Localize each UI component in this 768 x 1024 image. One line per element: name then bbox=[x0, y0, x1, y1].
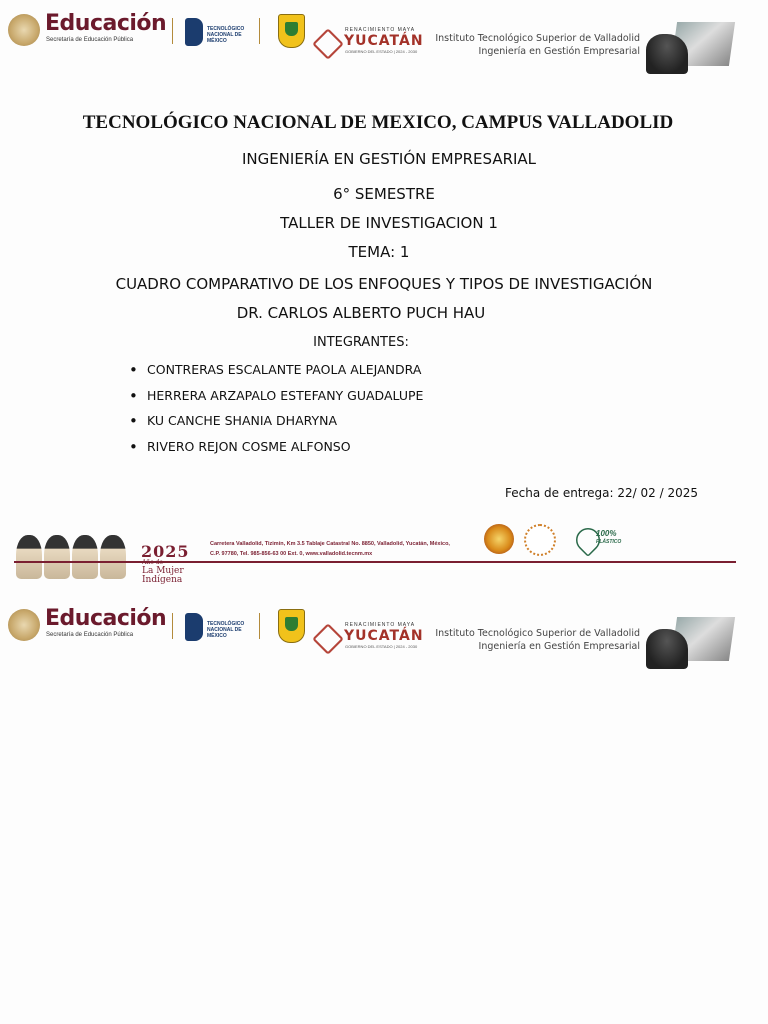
semester: 6° SEMESTRE bbox=[333, 185, 435, 203]
yucatan-mark-icon bbox=[312, 28, 344, 60]
yucatan-bottom: GOBIERNO DEL ESTADO | 2024 - 2030 bbox=[345, 644, 418, 649]
address-line1: Carretera Valladolid, Tizimín, Km 3.5 Tablaje Catastral No. 8850, Valladolid, Yucatán, México, bbox=[210, 541, 450, 547]
career: INGENIERÍA EN GESTIÓN EMPRESARIAL bbox=[241, 150, 537, 168]
page-title: TECNOLÓGICO NACIONAL DE MEXICO, CAMPUS VALLADOLID bbox=[82, 112, 674, 133]
year-sub-line3: Indígena bbox=[142, 575, 183, 585]
mexico-eagle-icon bbox=[8, 14, 40, 46]
institute-line1: Instituto Tecnológico Superior de Valladolid bbox=[435, 628, 640, 639]
edu-subtitle: Secretaría de Educación Pública bbox=[46, 37, 134, 43]
delivery-date: Fecha de entrega: 22/ 02 / 2025 bbox=[505, 486, 698, 500]
address bbox=[210, 539, 450, 559]
work-title: CUADRO COMPARATIVO DE LOS ENFOQUES Y TIPOS DE INVESTIGACIÓN bbox=[115, 275, 653, 293]
sep-logo bbox=[8, 606, 167, 643]
inclusion-seal-icon bbox=[524, 524, 556, 556]
subject: TALLER DE INVESTIGACION 1 bbox=[280, 214, 498, 232]
edu-title: Educación bbox=[45, 606, 167, 631]
institute-line2: Ingeniería en Gestión Empresarial bbox=[478, 46, 640, 57]
institute-line2: Ingeniería en Gestión Empresarial bbox=[478, 641, 640, 652]
yucatan-bottom: GOBIERNO DEL ESTADO | 2024 - 2030 bbox=[345, 49, 418, 54]
members-list bbox=[129, 360, 423, 462]
teacher: DR. CARLOS ALBERTO PUCH HAU bbox=[236, 304, 486, 322]
tecnm-logo bbox=[185, 613, 247, 641]
page-header bbox=[0, 595, 768, 665]
sep-logo bbox=[8, 11, 167, 48]
members-label: INTEGRANTES: bbox=[313, 335, 409, 350]
mexico-eagle-icon bbox=[8, 609, 40, 641]
year-label: 2025 bbox=[141, 542, 190, 561]
address-line2: C.P. 97780, Tel. 985-856-63 00 Ext. 0, www.valladolid.tecnm.mx bbox=[210, 551, 373, 557]
tecnm-text: TECNOLÓGICO NACIONAL DE MÉXICO bbox=[207, 26, 245, 44]
itsva-shield-icon bbox=[278, 14, 305, 48]
tecnm-logo bbox=[185, 18, 247, 46]
flag-woman-icon bbox=[646, 613, 734, 669]
yucatan-logo bbox=[312, 28, 422, 62]
list-item: • KU CANCHE SHANIA DHARYNA bbox=[129, 411, 423, 437]
yucatan-top: RENACIMIENTO MAYA bbox=[345, 622, 416, 628]
list-item: • HERRERA ARZAPALO ESTEFANY GUADALUPE bbox=[129, 386, 423, 412]
divider bbox=[172, 613, 173, 639]
page-footer bbox=[14, 529, 736, 585]
topic: TEMA: 1 bbox=[348, 243, 410, 261]
itsva-shield-icon bbox=[278, 609, 305, 643]
year-sub-line2: La Mujer bbox=[142, 566, 184, 576]
yucatan-name: YUCATÁN bbox=[344, 628, 424, 644]
yucatan-top: RENACIMIENTO MAYA bbox=[345, 27, 416, 33]
institute-line1: Instituto Tecnológico Superior de Valladolid bbox=[435, 33, 640, 44]
itsva-seal-icon bbox=[484, 524, 514, 554]
edu-title: Educación bbox=[45, 11, 167, 36]
plastic-free-label: PLÁSTICO bbox=[596, 539, 622, 545]
plastic-free-icon bbox=[572, 524, 626, 556]
page-header bbox=[0, 0, 768, 70]
tecnm-mark-icon bbox=[185, 18, 203, 46]
divider bbox=[172, 18, 173, 44]
institute-name bbox=[435, 627, 640, 653]
edu-subtitle: Secretaría de Educación Pública bbox=[46, 632, 134, 638]
footer-divider bbox=[14, 561, 736, 563]
flag-woman-icon bbox=[646, 18, 734, 74]
yucatan-logo bbox=[312, 623, 422, 657]
yucatan-name: YUCATÁN bbox=[344, 33, 424, 49]
tecnm-text: TECNOLÓGICO NACIONAL DE MÉXICO bbox=[207, 621, 245, 639]
indigenous-women-icon bbox=[14, 535, 134, 579]
tecnm-mark-icon bbox=[185, 613, 203, 641]
plastic-free-percent: 100% bbox=[596, 529, 617, 538]
list-item: • RIVERO REJON COSME ALFONSO bbox=[129, 437, 423, 463]
yucatan-mark-icon bbox=[312, 623, 344, 655]
institute-name bbox=[435, 32, 640, 58]
divider bbox=[259, 613, 260, 639]
divider bbox=[259, 18, 260, 44]
list-item: • CONTRERAS ESCALANTE PAOLA ALEJANDRA bbox=[129, 360, 423, 386]
